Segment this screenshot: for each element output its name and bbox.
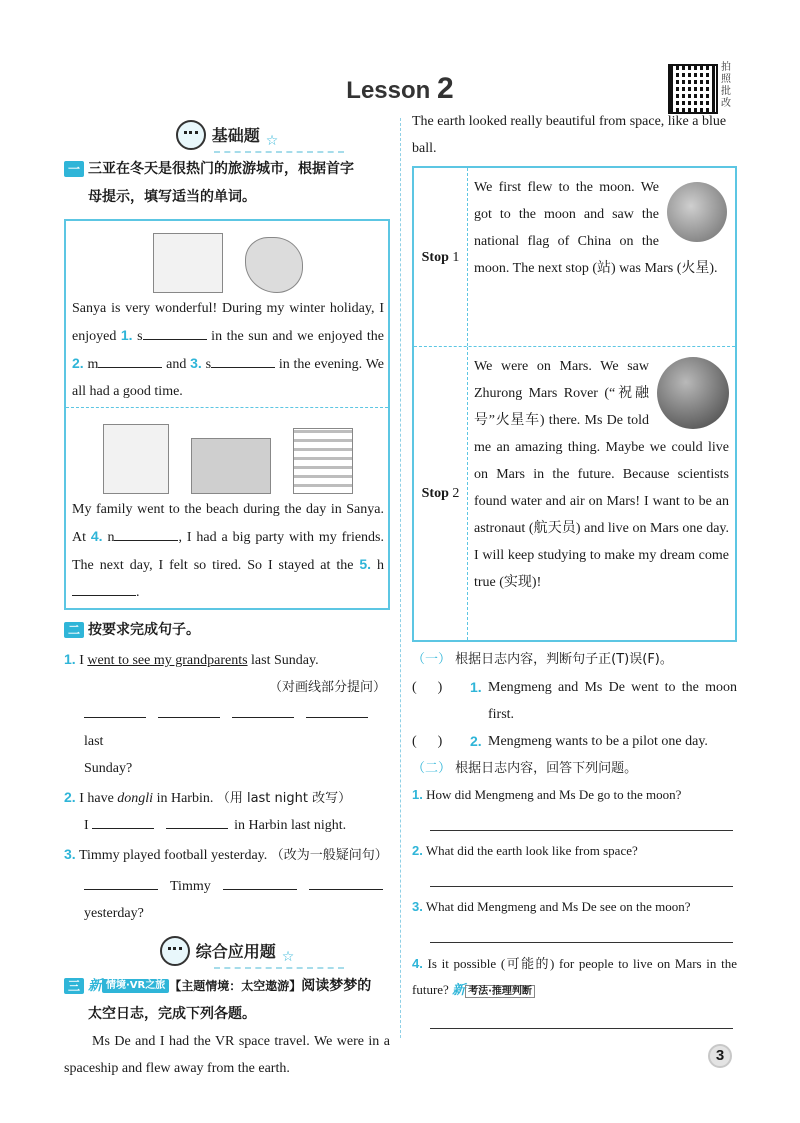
moon-image [667,182,727,242]
question-list: 1. How did Mengmeng and Ms De go to the moon? 2. What did the earth look like from space? 3. What did Mengmeng and Ms De see on the moon? 4. Is it possible (可能的) for people to live on Mars in the future? 新 考法·推理判断 [412,783,737,1029]
tf-item-1: ( ) 1. Mengmeng and Ms De went to the moon first. [412,674,737,728]
blank-1[interactable] [143,324,207,340]
star-icon: ☆ [281,948,295,965]
stops-table [412,166,737,642]
story-intro-tail: The earth looked really beautiful from space, like a blue ball. [412,114,727,156]
blank-4[interactable] [114,525,178,541]
left-column: 基础题 ☆ 一 三亚在冬天是很热门的旅游城市，根据首字 母提示，填写适当的单词。 Sanya is very wonderful! During my winter holiday, I enjoyed 1. s in the sun and we enjoyed the 2. m and 3. s in the evening. We all had a good time. My family went to the beach during the day in Sanya. At 4. n , I had a big party with my friends. The next day, I felt so tired. So I stayed at the 5. h. 二 按要求完成句子。 1. I went to see my grandparents last Sunday. （对画线部分提问） last Sunday? 2. I have dongli in Harbin. （用 last night 改写） I in Harbin last night. 3. Timmy played football yesterday. （改为一般疑问句） Timmy yesterday? 综合应用题 ☆ 三 新 情境·VR之旅 【主题情境：太空遨游】阅读梦梦的 太空日志，完成下列各题。 Ms De and I had the VR space travel. We were in a spaceship and flew away from the earth. [64,115,390,1082]
mascot-icon [160,936,190,966]
star-icon: ☆ [265,132,279,149]
pictures-row-1 [72,225,384,293]
answer-line[interactable] [232,702,294,718]
mascot-icon [176,120,206,150]
qr-code-icon[interactable] [668,64,718,114]
answer-line[interactable] [309,874,383,890]
party-image [103,424,169,494]
q2-item-3: 3. Timmy played football yesterday. （改为一般疑问句） [64,846,388,863]
mars-image [657,357,729,429]
stop-1-row: Stop 1 We first flew to the moon. We got to the moon and saw the national flag of China on the moon. The next stop (站) was Mars (火星). [414,168,735,346]
question-2-title: 二 按要求完成句子。 [64,616,390,644]
answer-line[interactable] [84,702,146,718]
blank-3[interactable] [211,352,275,368]
answer-line[interactable] [306,702,368,718]
page-title: Lesson 2 [346,72,454,105]
answer-line[interactable] [166,813,228,829]
answer-line[interactable] [84,874,158,890]
qr-label: 拍照批改 [721,62,731,109]
q2-item-2: 2. I have dongli in Harbin. （用 last night 改写） [64,789,352,806]
right-column [412,108,737,1037]
section-header-basic: 基础题 ☆ [64,115,390,155]
passage-box: Sanya is very wonderful! During my winter holiday, I enjoyed 1. s in the sun and we enjoyed the 2. m and 3. s in the evening. We all had a good time. My family went to the beach during the day in Sanya. At 4. n , I had a big party with my friends. The next day, I felt so tired. So I stayed at the 5. h. [64,219,390,610]
answer-line[interactable] [223,874,297,890]
blank-2[interactable] [98,352,162,368]
section-header-applied: 综合应用题 ☆ [64,931,390,971]
story-intro: Ms De and I had the VR space travel. We were in a spaceship and flew away from the earth. [64,1034,390,1076]
tf-item-2: ( ) 2. Mengmeng wants to be a pilot one day. [412,728,737,755]
part-1-title: （一） 根据日志内容，判断句子正(T)误(F)。 [412,652,673,667]
column-divider [400,118,401,1038]
hotel-image [293,428,353,494]
tf-answer-bracket[interactable]: ( ) [412,734,443,749]
blank-5[interactable] [72,580,136,596]
beach-day-image [191,438,271,494]
tf-answer-bracket[interactable]: ( ) [412,680,443,695]
answer-line[interactable] [430,1007,733,1029]
night-sky-image [245,237,303,293]
question-3-title: 三 新 情境·VR之旅 【主题情境：太空遨游】阅读梦梦的 [64,971,390,1000]
answer-line[interactable] [158,702,220,718]
stop-2-row: Stop 2 We were on Mars. We saw Zhurong Mars Rover (“祝融号”火星车) there. Ms De told me an amazing thing. Maybe we could live on Mars in the future. Because scientists found water and air on Mars! I want to be an astronaut (航天员) and live on Mars one day. I will keep studying to make my dream come true (实现)! [414,346,735,640]
answer-line[interactable] [92,813,154,829]
answer-line[interactable] [430,865,733,887]
part-2-title: （二） 根据日志内容，回答下列问题。 [412,761,638,776]
beach-chair-image [153,233,223,293]
q2-item-1: 1. I went to see my grandparents last Sunday. [64,651,319,668]
question-1-title: 一 三亚在冬天是很热门的旅游城市，根据首字 [64,155,390,183]
answer-line[interactable] [430,809,733,831]
page-number: 3 [708,1044,732,1068]
pictures-row-2 [72,412,384,494]
story-intro-continued [412,108,737,160]
answer-line[interactable] [430,921,733,943]
